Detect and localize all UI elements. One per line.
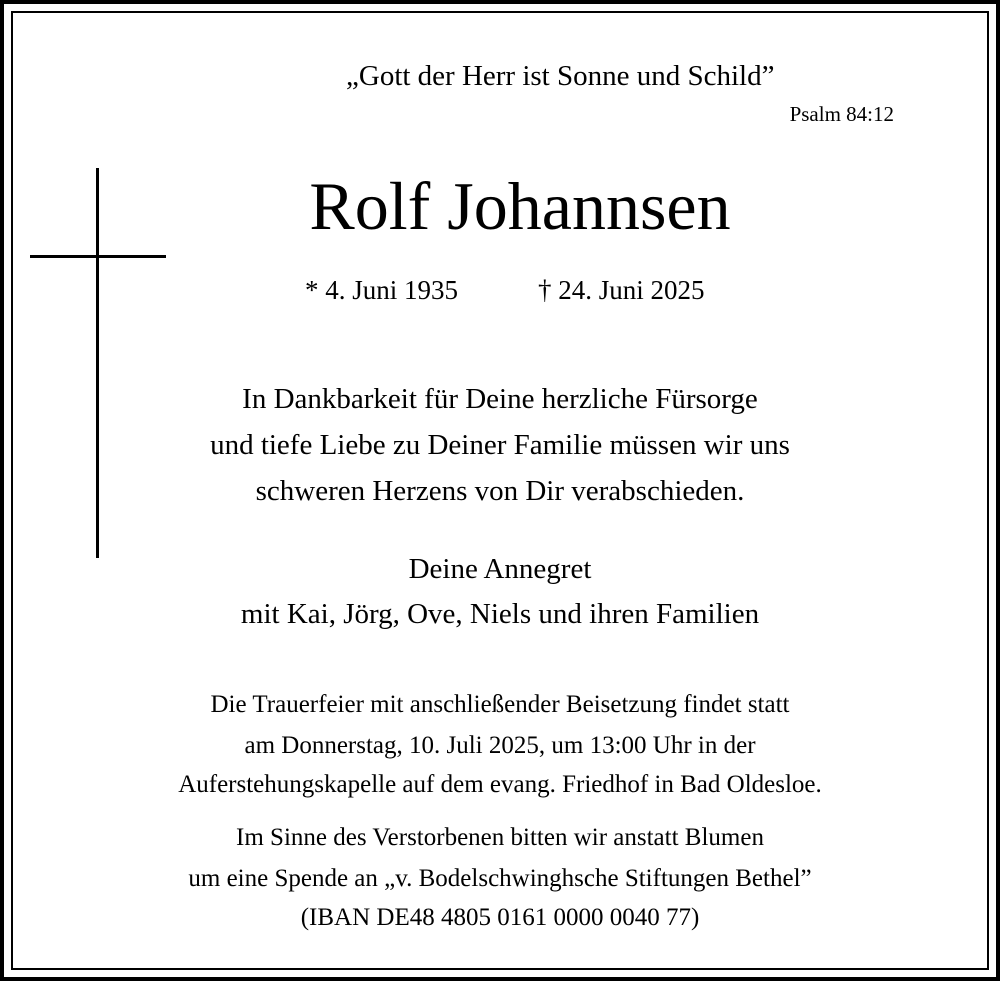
family-line: Deine Annegret xyxy=(408,553,592,585)
message-line: schweren Herzens von Dir verabschieden. xyxy=(255,475,745,507)
funeral-line: Die Trauerfeier mit anschließender Beisetzung findet statt xyxy=(210,691,790,718)
deceased-name: Rolf Johannsen xyxy=(309,168,731,244)
donation-line: um eine Spende an „v. Bodelschwinghsche Stiftungen Bethel” xyxy=(188,865,812,892)
donation-line: Im Sinne des Verstorbenen bitten wir anstatt Blumen xyxy=(236,824,764,851)
donation-line: (IBAN DE48 4805 0161 0000 0040 77) xyxy=(300,904,700,931)
death-date: † 24. Juni 2025 xyxy=(538,275,705,305)
motto-quote: „Gott der Herr ist Sonne und Schild” xyxy=(346,60,775,92)
message-line: und tiefe Liebe zu Deiner Familie müssen wir uns xyxy=(210,429,790,461)
cross-horizontal-bar xyxy=(30,255,166,258)
message-line: In Dankbarkeit für Deine herzliche Fürsorge xyxy=(242,383,758,415)
motto-reference: Psalm 84:12 xyxy=(789,102,894,126)
funeral-line: Auferstehungskapelle auf dem evang. Friedhof in Bad Oldesloe. xyxy=(178,771,822,798)
birth-date: * 4. Juni 1935 xyxy=(305,275,459,305)
family-line: mit Kai, Jörg, Ove, Niels und ihren Familien xyxy=(240,598,760,630)
funeral-line: am Donnerstag, 10. Juli 2025, um 13:00 Uhr in der xyxy=(244,732,756,759)
